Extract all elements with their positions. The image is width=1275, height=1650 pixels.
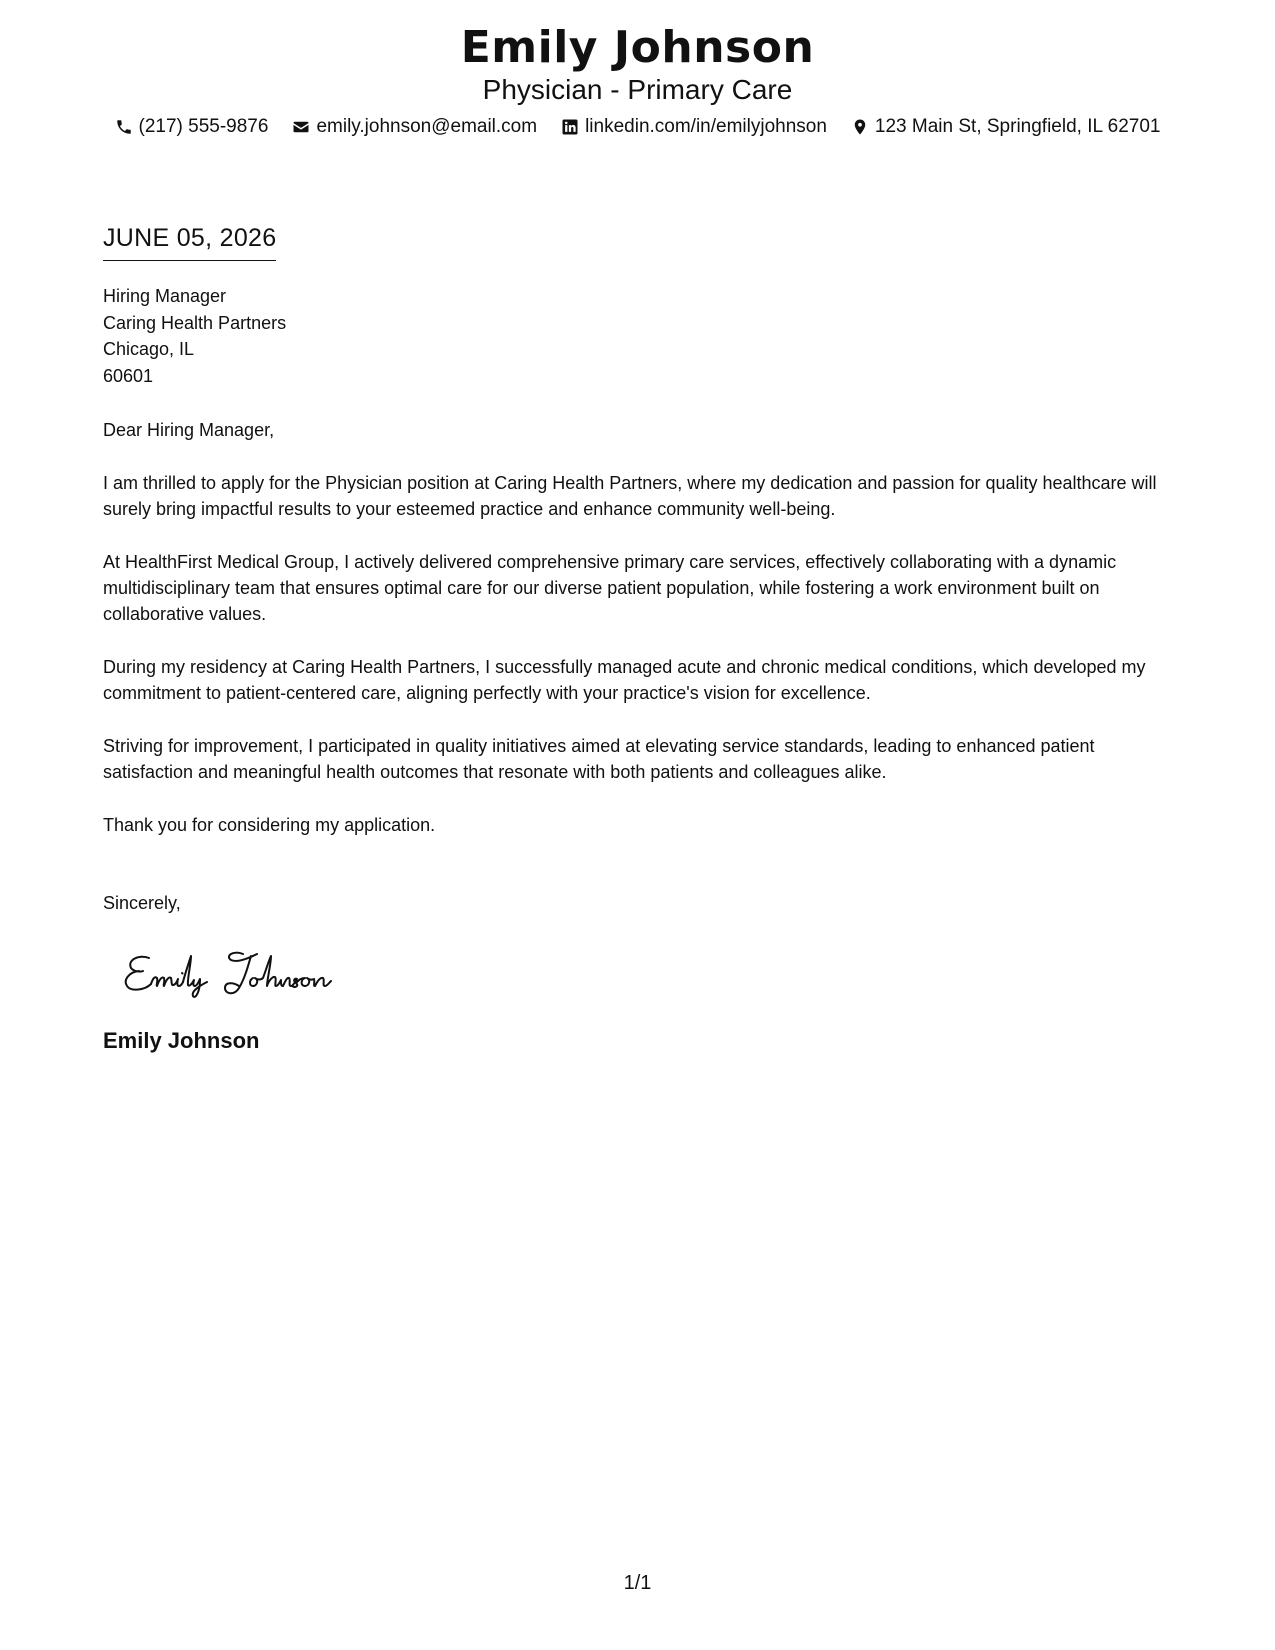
body-paragraph: At HealthFirst Medical Group, I actively delivered comprehensive primary care services, effectively collaborating with a dynamic multidisciplinary team that ensures optimal care for our diverse patient population, while fostering a work environment built on collaborative values. [103, 552, 1117, 624]
linkedin-icon [561, 118, 579, 136]
contact-phone[interactable] [115, 114, 269, 140]
applicant-name: Emily Johnson [460, 22, 815, 73]
applicant-title: Physician - Primary Care [482, 74, 793, 105]
contact-linkedin[interactable] [561, 114, 827, 140]
page-number: 1/1 [623, 1572, 652, 1594]
map-marker-icon [851, 118, 869, 136]
salutation: Dear Hiring Manager, [103, 420, 275, 440]
phone-text: (217) 555-9876 [138, 116, 269, 137]
signature-image [121, 946, 361, 998]
phone-icon [115, 118, 133, 136]
letter-body [103, 222, 1183, 1055]
contact-bar [0, 114, 1275, 140]
body-paragraph: I am thrilled to apply for the Physician position at Caring Health Partners, where my dedication and passion for quality healthcare will surely bring impactful results to your esteemed practice and enhance community well-being. [103, 473, 1157, 519]
letter-date: JUNE 05, 2026 [103, 222, 276, 261]
closing: Sincerely, [103, 893, 181, 913]
body-paragraph: During my residency at Caring Health Partners, I successfully managed acute and chronic medical conditions, which developed my commitment to patient-centered care, aligning perfectly with your practice's vision for excellence. [103, 657, 1146, 703]
recipient-company: Caring Health Partners [103, 312, 287, 333]
recipient-zip: 60601 [103, 365, 154, 386]
recipient-block [103, 283, 1183, 389]
envelope-icon [292, 118, 310, 136]
signer-name: Emily Johnson [103, 1028, 260, 1053]
contact-address [851, 114, 1161, 140]
body-paragraph: Striving for improvement, I participated in quality initiatives aimed at elevating service standards, leading to enhanced patient satisfaction and meaningful health outcomes that resonate with both patients and colleagues alike. [103, 736, 1095, 782]
body-paragraph: Thank you for considering my application. [103, 815, 436, 835]
letter-header [0, 22, 1275, 140]
recipient-city: Chicago, IL [103, 339, 195, 359]
address-text: 123 Main St, Springfield, IL 62701 [874, 116, 1161, 137]
contact-email[interactable] [292, 114, 537, 140]
recipient-name: Hiring Manager [103, 286, 227, 306]
linkedin-text: linkedin.com/in/emilyjohnson [585, 116, 827, 137]
email-text: emily.johnson@email.com [316, 116, 538, 137]
